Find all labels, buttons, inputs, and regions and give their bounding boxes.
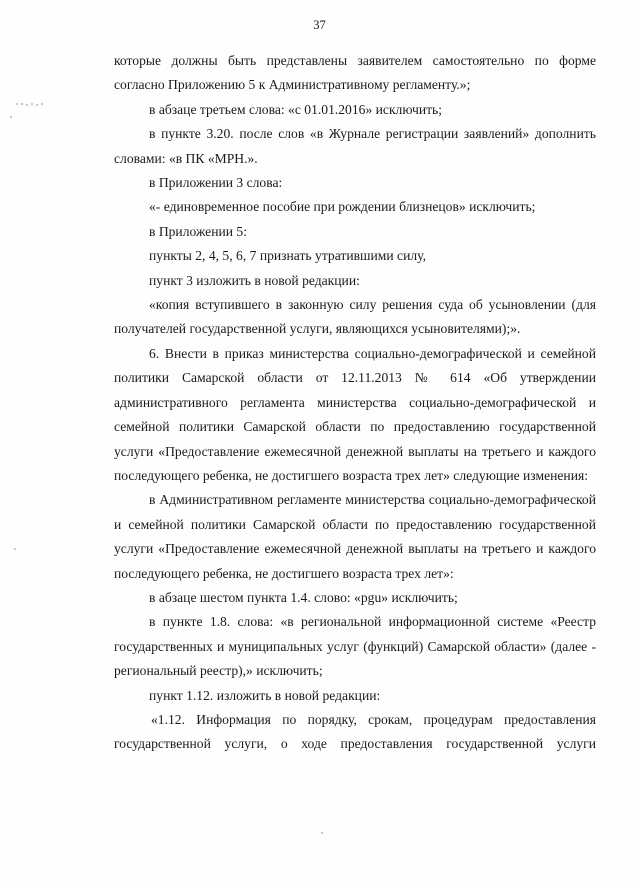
scan-speck xyxy=(10,116,12,118)
paragraph: 6. Внести в приказ министерства социально-демографической и семейной политики Самарской области от 12.11.2013 № 614 «Об утверждении административного регламента министерства социально-демографической и семейной политики Самарской области по предоставлению государственной услуги «Предоставление ежемесячной денежной выплаты на третьего и каждого последующего ребенка, не достигшего возраста трех лет» следующие изменения: xyxy=(114,345,596,483)
paragraph: «- единовременное пособие при рождении близнецов» исключить; xyxy=(149,199,536,215)
paragraph: в Приложении 5: xyxy=(149,223,247,239)
paragraph: в Приложении 3 слова: xyxy=(149,175,283,191)
scan-speck xyxy=(36,104,38,106)
scan-speck xyxy=(26,104,28,106)
paragraph: в Административном регламенте министерства социально-демографической и семейной политики Самарской области по предоставлению государственной услуги «Предоставление ежемесячной денежной выплаты на третьего и каждого последующего ребенка, не достигшего возраста трех лет»: xyxy=(114,492,596,581)
paragraph: в абзаце третьем слова: «с 01.01.2016» исключить; xyxy=(149,101,443,117)
document-body xyxy=(114,49,596,757)
scan-speck xyxy=(321,832,323,834)
scan-speck xyxy=(16,103,18,105)
paragraph: «1.12. Информация по порядку, срокам, процедурам предоставления государственной услуги, о ходе предоставления государственной услуги xyxy=(114,711,596,752)
paragraph: пункты 2, 4, 5, 6, 7 признать утратившими силу, xyxy=(149,248,426,264)
page-number: 37 xyxy=(313,18,326,32)
paragraph: в пункте 3.20. после слов «в Журнале регистрации заявлений» дополнить словами: «в ПК «МРН.». xyxy=(114,126,596,166)
paragraph: в пункте 1.8. слова: «в региональной информационной системе «Реестр государственных и муниципальных услуг (функций) Самарской области» (далее - региональный реестр),» исключить; xyxy=(114,614,596,679)
paragraph: пункт 1.12. изложить в новой редакции: xyxy=(149,687,381,703)
scan-speck xyxy=(21,103,23,105)
paragraph: «копия вступившего в законную силу решения суда об усыновлении (для получателей государственной услуги, являющихся усыновителями);». xyxy=(114,297,596,337)
paragraph: пункт 3 изложить в новой редакции: xyxy=(149,272,360,288)
scan-speck xyxy=(31,103,33,105)
scan-speck xyxy=(41,103,43,105)
paragraph: которые должны быть представлены заявителем самостоятельно по форме согласно Приложению 5 к Административному регламенту.»; xyxy=(114,53,596,93)
scan-speck xyxy=(14,548,16,550)
paragraph: в абзаце шестом пункта 1.4. слово: «pgu» исключить; xyxy=(149,589,458,605)
